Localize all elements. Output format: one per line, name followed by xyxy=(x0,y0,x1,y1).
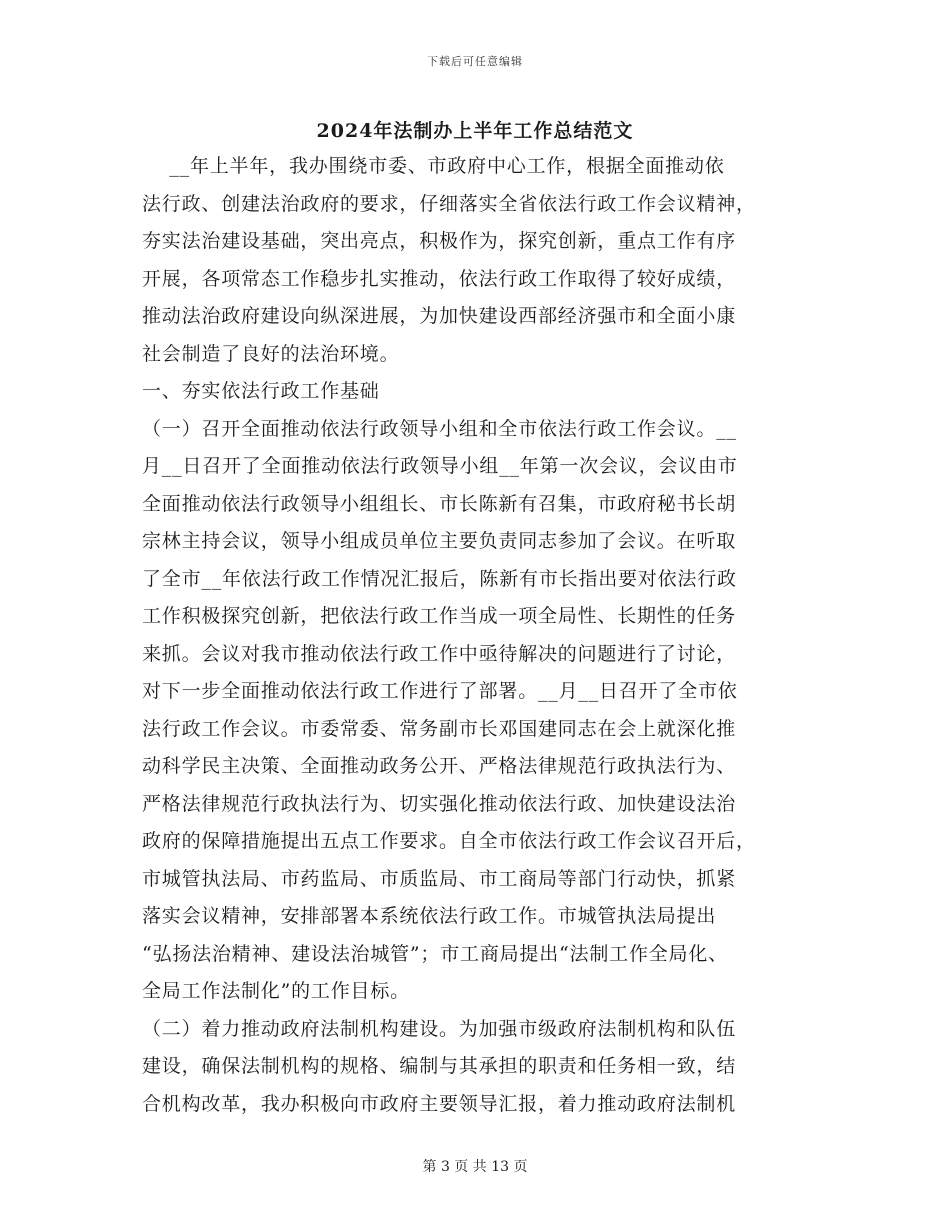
body-text-line: 法行政、创建法治政府的要求，仔细落实全省依法行政工作会议精神， xyxy=(142,192,756,215)
body-text-line: 宗林主持会议，领导小组成员单位主要负责同志参加了会议。在听取 xyxy=(142,530,737,552)
body-text-line: 全面推动依法行政领导小组组长、市长陈新有召集，市政府秘书长胡 xyxy=(142,492,737,515)
body-text-line: 市城管执法局、市药监局、市质监局、市工商局等部门行动快，抓紧 xyxy=(142,867,737,890)
body-text-line: 开展，各项常态工作稳步扎实推动，依法行政工作取得了较好成绩， xyxy=(142,267,737,290)
body-text-line: （一）召开全面推动依法行政领导小组和全市依法行政工作会议。__ xyxy=(142,417,737,440)
body-text-line: 夯实法治建设基础，突出亮点，积极作为，探究创新，重点工作有序 xyxy=(142,230,737,252)
body-text-line: 推动法治政府建设向纵深进展，为加快建设西部经济强市和全面小康 xyxy=(142,305,737,327)
body-text-line: 建设，确保法制机构的规格、编制与其承担的职责和任务相一致，结 xyxy=(142,1055,737,1077)
document-body xyxy=(142,148,812,1123)
body-text-line: 法行政工作会议。市委常委、常务副市长邓国建同志在会上就深化推 xyxy=(142,717,737,740)
body-text-line: __年上半年，我办围绕市委、市政府中心工作，根据全面推动依 xyxy=(142,155,725,177)
body-text-line: 了全市__年依法行政工作情况汇报后，陈新有市长指出要对依法行政 xyxy=(142,567,737,590)
body-text-line: 动科学民主决策、全面推动政务公开、严格法律规范行政执法行为、 xyxy=(142,755,737,777)
body-text-line: 月__日召开了全面推动依法行政领导小组__年第一次会议，会议由市 xyxy=(142,455,738,477)
body-text-line: 全局工作法制化”的工作目标。 xyxy=(142,980,410,1002)
document-title: 2024年法制办上半年工作总结范文 xyxy=(316,120,634,142)
body-text-line: 一、夯实依法行政工作基础 xyxy=(142,380,380,402)
body-text-line: 来抓。会议对我市推动依法行政工作中亟待解决的问题进行了讨论， xyxy=(142,642,737,665)
body-text-line: 工作积极探究创新，把依法行政工作当成一项全局性、长期性的任务 xyxy=(142,605,737,627)
body-text-line: （二）着力推动政府法制机构建设。为加强市级政府法制机构和队伍 xyxy=(142,1017,737,1040)
page-header-note: 下载后可任意编辑 xyxy=(427,55,523,68)
body-text-line: 社会制造了良好的法治环境。 xyxy=(142,342,400,365)
body-text-line: “弘扬法治精神、建设法治城管”；市工商局提出“法制工作全局化、 xyxy=(142,942,728,965)
body-text-line: 合机构改革，我办积极向市政府主要领导汇报，着力推动政府法制机 xyxy=(142,1092,737,1115)
body-text-line: 落实会议精神，安排部署本系统依法行政工作。市城管执法局提出 xyxy=(142,905,717,927)
page-number-footer: 第 3 页 共 13 页 xyxy=(422,1159,528,1175)
body-text-line: 对下一步全面推动依法行政工作进行了部署。__月__日召开了全市依 xyxy=(142,680,738,702)
body-text-line: 严格法律规范行政执法行为、切实强化推动依法行政、加快建设法治 xyxy=(142,792,737,815)
body-text-line: 政府的保障措施提出五点工作要求。自全市依法行政工作会议召开后， xyxy=(142,830,756,852)
